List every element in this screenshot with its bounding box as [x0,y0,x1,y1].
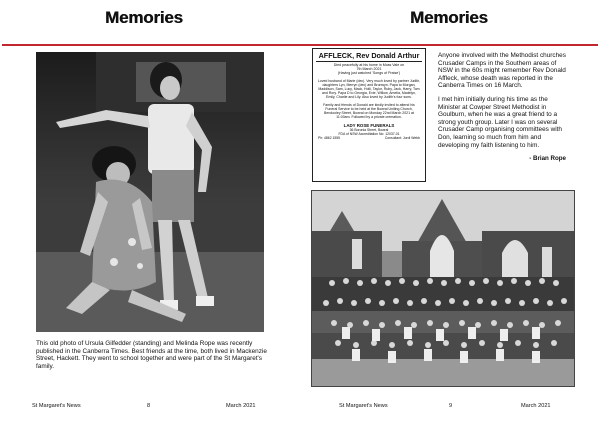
article-text [438,52,566,163]
notice-subtitle-line: (Having just watched 'Songs of Praise') [337,71,401,76]
funeral-director-consultant: Consultant: Jordi Webb [384,136,420,141]
left-footer-date: March 2021 [226,403,256,409]
right-footer-date: March 2021 [521,403,551,409]
right-heading-rule [300,44,598,46]
funeral-director-contact [318,136,420,140]
death-notice [312,48,426,182]
left-page-heading: Memories [105,8,183,27]
notice-family-paragraph: Loved husband of Marie (dec). Very much loved by partner Judith, daughters Lyn, Merryn (dec) and Bronwyn. Papa to Morgan, Maddison, Sam, Lucy, Mack, Holli, Taylor, Ruby, Jack, Harry, Tom and Rory. Papa D to Georgia, Evie, Willow, Amelia, Madelyn, Emily, Charlie and Lily. Also loved by Judith's four sons. [317,78,421,100]
funeral-director-address: 36 Boronia Street, Bowral [349,128,389,133]
article-signature: - Brian Rope [529,155,566,163]
group-photo-image [312,191,574,386]
notice-title-rule [316,61,422,62]
notice-title: AFFLECK, Rev Donald Arthur [318,51,420,60]
notice-subtitle [316,63,422,76]
left-heading-rule [2,44,300,46]
funeral-director-accreditation: FDA of NSW Accreditation No: 12037-01 [338,132,400,137]
girls-photo [36,52,264,332]
funeral-director-name: LADY ROSE FUNERALS [343,123,395,129]
right-footer-publication: St Margaret's News [339,403,388,409]
right-footer-page-number: 9 [449,403,453,409]
article-paragraph: I met him initially during his time as the Minister at Cowper Street Methodist in Goulburn, when he was a great friend to a strong youth group. Later I was on several Crusader Camp organising committees with Don, learning so much from him and developing my faith listening to him. [438,95,562,149]
left-footer-page-number: 8 [147,403,151,409]
notice-subtitle-line: Died peacefully at his home in Moss Vale on [333,63,405,67]
left-footer-publication: St Margaret's News [32,403,81,409]
girls-photo-image [36,52,264,332]
right-page-heading: Memories [410,8,488,27]
group-photo [311,190,575,387]
notice-subtitle-line: 7th March 2021 [356,67,382,72]
funeral-director-phone: Ph: 4862 1555 [318,136,341,141]
article-paragraph: Anyone involved with the Methodist churches Crusader Camps in the Southern areas of NSW in the 60s might remember Rev Donald Affleck, whose death was reported in the Canberra Times on 16 March. [438,52,566,90]
notice-service-paragraph: Family and friends of Donald are kindly invited to attend his Funeral Service to be held at the Bowral Uniting Church, Bendooley Street, Bowral on Monday 22nd March 2021 at 11:00am. Followed by a private cremation. [323,102,415,120]
photo-caption: This old photo of Ursula Gilfedder (standing) and Melinda Rope was recently published in the Canberra Times. Best friends at the time, both lived in Mackenzie Street, Hackett. They went to school together and were part of the St Margaret's family. [36,340,267,370]
